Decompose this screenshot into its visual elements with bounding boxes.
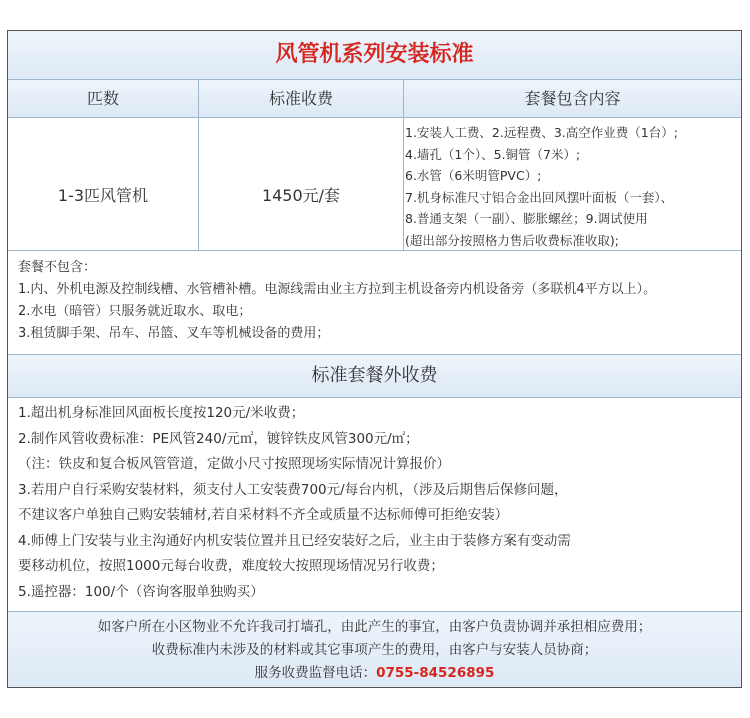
- list-item: 4.墙孔（1个）、5.铜管（7米）;: [405, 146, 581, 162]
- list-item: 4.师傅上门安装与业主沟通好内机安装位置并且已经安装好之后，业主由于装修方案有变动需: [18, 532, 571, 549]
- list-item: (超出部分按照格力售后收费标准收取);: [405, 232, 619, 248]
- list-item: 1.内、外机电源及控制线槽、水管槽补槽。电源线需由业主方拉到主机设备旁内机设备旁（多联机4平方以上）。: [18, 282, 657, 297]
- extra-fees-list: [18, 401, 738, 605]
- pricing-panel: [7, 30, 742, 688]
- list-item: 6.水管（6米明管PVC）;: [405, 168, 542, 184]
- column-divider: [198, 80, 199, 250]
- header-contents: 套餐包含内容: [404, 80, 741, 118]
- header-price: 标准收费: [199, 80, 403, 118]
- footer-line: 如客户所在小区物业不允许我司打墙孔，由此产生的事宜，由客户负责协调并承担相应费用；: [97, 619, 652, 635]
- footer-line: 收费标准内未涉及的材料或其它事项产生的费用，由客户与安装人员协商；: [151, 642, 598, 658]
- list-item: 不建议客户单独自己购安装辅材,若自采材料不齐全或质量不达标师傅可拒绝安装）: [18, 507, 509, 523]
- page-title: 风管机系列安装标准: [8, 31, 741, 80]
- header-capacity: 匹数: [8, 80, 198, 118]
- column-divider: [403, 80, 404, 250]
- list-item: 5.遥控器：100/个（咨询客服单独购买）: [18, 583, 264, 600]
- list-item: 2.制作风管收费标准：PE风管240/元㎡，镀锌铁皮风管300元/㎡；: [18, 430, 419, 447]
- exclusions-list: [18, 257, 742, 345]
- list-item: 2.水电（暗管）只服务就近取水、取电；: [18, 304, 252, 319]
- package-contents: [405, 122, 741, 252]
- list-item: 要移动机位，按照1000元每台收费，难度较大按照现场情况另行收费；: [18, 558, 444, 574]
- list-item: 3.租赁脚手架、吊车、吊篮、叉车等机械设备的费用；: [18, 326, 330, 341]
- list-item: 1.超出机身标准回风面板长度按120元/米收费；: [18, 405, 305, 421]
- footer-notice: [8, 611, 741, 687]
- footer-line: [8, 662, 741, 685]
- list-item: 7.机身标准尺寸铝合金出回风摆叶面板（一套）、: [405, 189, 674, 205]
- list-item: 8.普通支架（一副）、膨胀螺丝；9.调试使用: [405, 211, 648, 227]
- divider: [8, 250, 741, 251]
- phone-label: 服务收费监督电话：: [254, 665, 377, 681]
- row-capacity: 1-3匹风管机: [57, 186, 149, 205]
- phone-number[interactable]: 0755-84526895: [376, 665, 495, 681]
- row-price: 1450元/套: [261, 186, 341, 205]
- list-item: 套餐不包含：: [18, 260, 97, 275]
- list-item: 1.安装人工费、2.远程费、3.高空作业费（1台）;: [405, 125, 678, 140]
- extra-fees-title: 标准套餐外收费: [8, 354, 741, 398]
- list-item: （注：铁皮和复合板风管管道，定做小尺寸按照现场实际情况计算报价）: [18, 456, 450, 472]
- list-item: 3.若用户自行采购安装材料，须支付人工安装费700元/每台内机，（涉及后期售后保修问题，: [18, 481, 568, 498]
